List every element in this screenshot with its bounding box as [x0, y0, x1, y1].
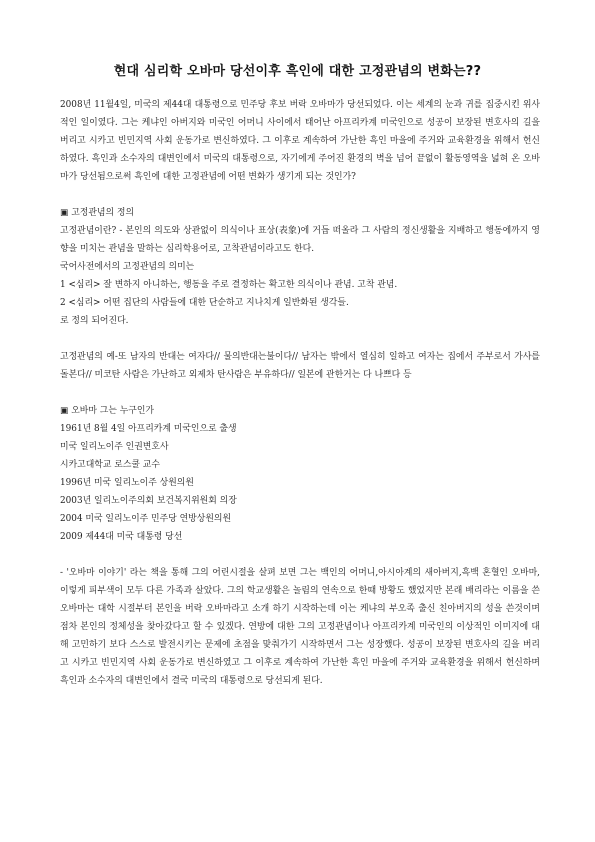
dictionary-item-2: 2 <심리> 어떤 집단의 사람들에 대한 단순하고 지나치게 일반화된 생각들.	[60, 298, 349, 308]
bio-line: 2003년 일리노이주의회 보건복지위원회 의장	[60, 496, 237, 506]
document-body	[60, 96, 540, 690]
document-title: 현대 심리학 오바마 당선이후 흑인에 대한 고정관념의 변화는??	[113, 64, 482, 79]
spacer	[60, 384, 540, 402]
definition-paragraph: 고정관념이란? - 본인의 의도와 상관없이 의식이나 표상(表象)에 거듭 떠올라 그 사람의 정신생활을 지배하고 행동에까지 영향을 미치는 관념을 말하는 심리학용어로, 고착관념이라고도 한다.	[60, 226, 540, 254]
bio-line: 1996년 미국 일리노이주 상원의원	[60, 478, 194, 488]
spacer	[60, 186, 540, 204]
intro-paragraph: 2008년 11월4일, 미국의 제44대 대통령으로 민주당 후보 버락 오바마가 당선되었다. 이는 세계의 눈과 귀를 집중시킨 위사적인 일이였다. 그는 케냐인 아버지와 미국인 어머니 사이에서 태어난 아프리카계 미국인으로 성공이 보장된 변호사의 길을 버리고 시카고 빈민지역 사회 운동가로 변신하였다. 그 이후로 계속하여 가난한 흑인 마을에 주거와 교육환경을 위해서 헌신하였다. 흑인과 소수자의 대변인에서 미국의 대통령으로, 자기에게 주어진 환경의 벽을 넘어 끝없이 활동영역을 넓혀 온 오바마가 당선됨으로써 흑인에 대한 고정관념에 어떤 변화가 생기게 되는 것인가?	[60, 100, 540, 182]
spacer	[60, 330, 540, 348]
bio-line: 2004 미국 일리노이주 민주당 연방상원의원	[60, 514, 232, 524]
bio-line: 시카고대학교 로스쿨 교수	[60, 460, 160, 470]
spacer	[60, 546, 540, 564]
dictionary-tail: 로 정의 되어진다.	[60, 316, 129, 326]
bio-line: 1961년 8월 4일 아프리카계 미국인으로 출생	[60, 424, 237, 434]
section-heading-obama: ▣ 오바마 그는 누구인가	[60, 406, 155, 416]
examples-paragraph: 고정관념의 예-또 남자의 반대는 여자다// 물의반대는불이다// 남자는 밖에서 열심히 일하고 여자는 집에서 주부로서 가사를 돌본다// 미코탄 사람은 가난하고 외제차 탄사람은 부유하다// 일본에 관한거는 다 나쁘다 등	[60, 352, 540, 380]
bio-line: 미국 일리노이주 인권변호사	[60, 442, 169, 452]
story-paragraph: - '오바마 이야기' 라는 책을 통해 그의 어린시절을 살펴 보면 그는 백인의 어머니,아시아계의 새아버지,흑백 혼혈인 오바마, 이렇게 피부색이 모두 다른 가족과 살았다. 그의 학교생활은 놀림의 연속으로 한때 방황도 했었지만 본래 배리라는 이름을 쓴 오바마는 대학 시절부터 본인을 버락 오바마라고 소개 하기 시작하는데 이는 케냐의 부오족 출신 친아버지의 성을 쓴것이며 점차 본인의 정체성을 찾아갔다고 할 수 있겠다. 연방에 대한 그의 고정관념이나 아프리카계 미국인의 이상적인 이미지에 대해 고민하기 보다 스스로 발전시키는 문제에 초점을 맞춰가기 시작하면서 그는 성장했다. 성공이 보장된 변호사의 길을 버리고 시카고 빈민지역 사회 운동가로 변신하였고 그 이후로 계속하여 가난한 흑인 마을에 주거와 교육환경을 위해서 헌신하며 흑인과 소수자의 대변인에서 결국 미국의 대통령으로 당선되게 된다.	[60, 568, 540, 686]
section-heading-definition: ▣ 고정관념의 정의	[60, 208, 135, 218]
dictionary-item-1: 1 <심리> 잘 변하지 아니하는, 행동을 주로 결정하는 확고한 의식이나 관념. 고착 관념.	[60, 280, 398, 290]
bio-line: 2009 제44대 미국 대통령 당선	[60, 532, 183, 542]
dictionary-heading: 국어사전에서의 고정관념의 의미는	[60, 262, 195, 272]
